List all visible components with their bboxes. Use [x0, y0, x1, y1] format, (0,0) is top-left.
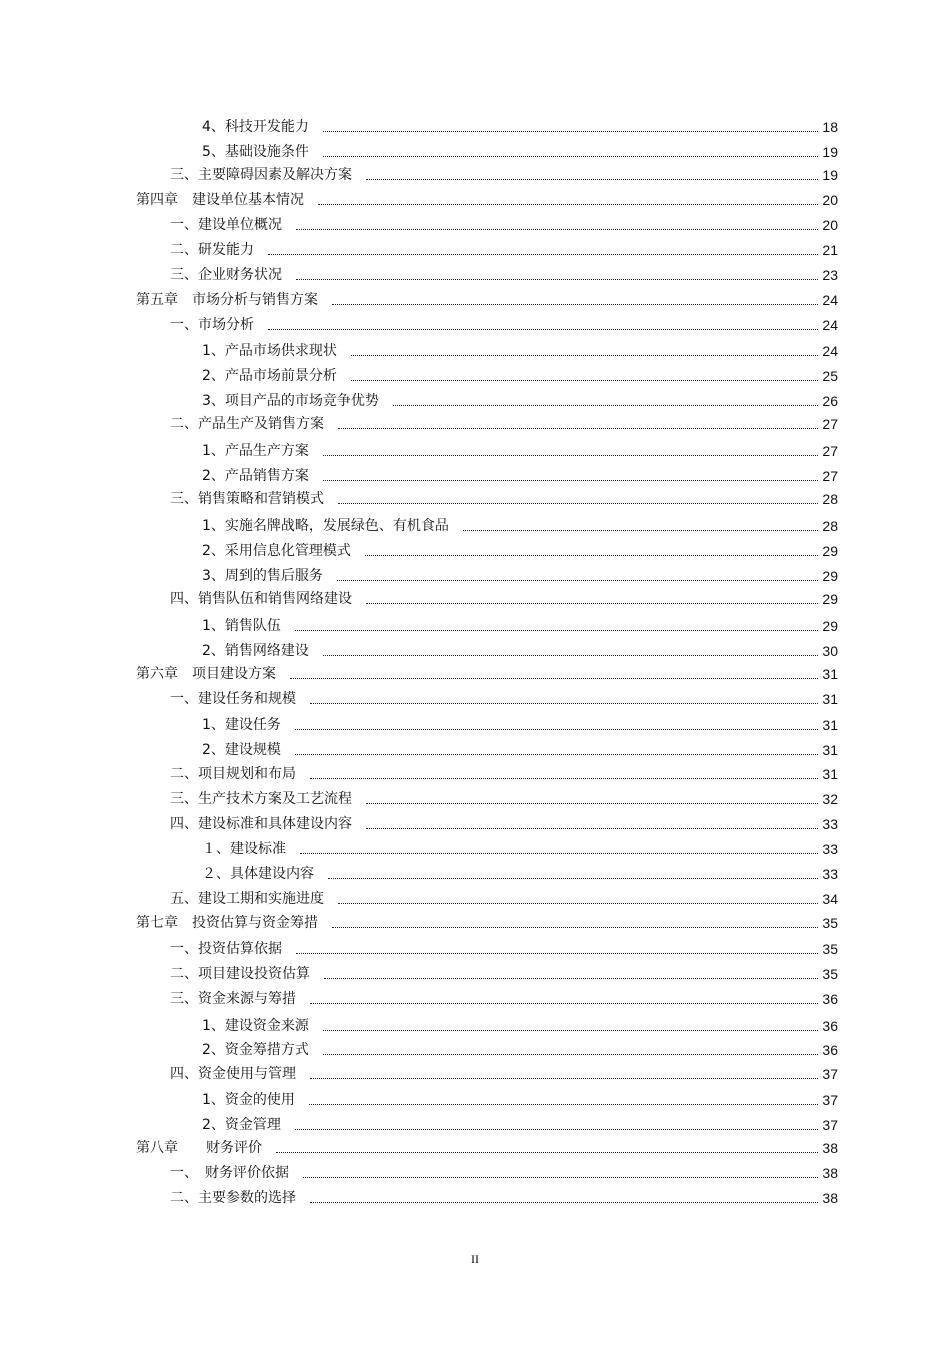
toc-entry-page-number: 31: [822, 666, 838, 682]
toc-entry-title: 三、企业财务状况: [170, 267, 282, 283]
toc-entry-page-number: 27: [822, 443, 838, 459]
toc-section-entry[interactable]: [170, 484, 838, 508]
toc-dot-leader: [318, 203, 818, 205]
toc-entry-title: 四、建设标准和具体建设内容: [170, 816, 352, 832]
toc-dot-leader: [323, 1029, 819, 1031]
toc-dot-leader: [332, 303, 818, 305]
toc-entry-page-number: 31: [822, 691, 838, 707]
toc-subsection-entry[interactable]: [202, 1110, 838, 1134]
toc-entry-title: 三、资金来源与筹措: [170, 991, 296, 1007]
toc-entry-page-number: 31: [822, 717, 838, 733]
toc-entry-page-number: 34: [822, 891, 838, 907]
toc-dot-leader: [310, 702, 818, 704]
toc-dot-leader: [323, 654, 819, 656]
toc-dot-leader: [296, 952, 818, 954]
toc-dot-leader: [366, 602, 818, 604]
toc-subsection-entry[interactable]: [202, 536, 838, 560]
toc-section-entry[interactable]: [170, 984, 838, 1008]
toc-section-entry[interactable]: [170, 809, 838, 833]
toc-entry-title: 1、建设任务: [202, 717, 281, 733]
toc-entry-title: 1、建设资金来源: [202, 1018, 309, 1034]
toc-entry-title: 二、研发能力: [170, 242, 254, 258]
toc-entry-page-number: 37: [822, 1092, 838, 1108]
toc-section-entry[interactable]: [170, 160, 838, 184]
toc-subsection-entry[interactable]: [202, 561, 838, 585]
toc-dot-leader: [276, 1151, 818, 1153]
toc-section-entry[interactable]: [170, 759, 838, 783]
toc-dot-leader: [290, 677, 818, 679]
toc-entry-title: 二、项目建设投资估算: [170, 966, 310, 982]
toc-entry-page-number: 35: [822, 915, 838, 931]
page-number-footer: II: [471, 1252, 479, 1266]
toc-dot-leader: [365, 554, 819, 556]
toc-subsection-entry[interactable]: [202, 336, 838, 360]
toc-entry-title: 3、周到的售后服务: [202, 568, 323, 584]
toc-entry-title: 2、资金管理: [202, 1117, 281, 1133]
toc-dot-leader: [323, 479, 819, 481]
toc-entry-page-number: 24: [822, 343, 838, 359]
toc-dot-leader: [268, 328, 818, 330]
toc-entry-title: 三、主要障碍因素及解决方案: [170, 167, 352, 183]
toc-entry-title: 2、产品销售方案: [202, 468, 309, 484]
toc-entry-title: 2、资金筹措方式: [202, 1042, 309, 1058]
toc-dot-leader: [296, 278, 818, 280]
toc-entry-title: 2、产品市场前景分析: [202, 368, 337, 384]
toc-subsection-entry[interactable]: [202, 611, 838, 635]
toc-entry-page-number: 31: [822, 766, 838, 782]
toc-entry-page-number: 29: [822, 568, 838, 584]
toc-chapter-entry[interactable]: [136, 185, 838, 209]
toc-dot-leader: [310, 1002, 818, 1004]
toc-entry-title: 一、建设任务和规模: [170, 691, 296, 707]
toc-section-entry[interactable]: [170, 934, 838, 958]
toc-entry-page-number: 21: [822, 242, 838, 258]
toc-subsection-entry[interactable]: [202, 636, 838, 660]
toc-dot-leader: [296, 228, 818, 230]
toc-section-entry[interactable]: [170, 210, 838, 234]
toc-entry-title: 2、销售网络建设: [202, 643, 309, 659]
toc-dot-leader: [310, 1201, 818, 1203]
toc-entry-page-number: 31: [822, 742, 838, 758]
toc-entry-page-number: 38: [822, 1165, 838, 1181]
toc-entry-page-number: 37: [822, 1066, 838, 1082]
toc-entry-page-number: 24: [822, 317, 838, 333]
toc-entry-title: 1、销售队伍: [202, 618, 281, 634]
toc-chapter-entry[interactable]: [136, 285, 838, 309]
toc-entry-page-number: 18: [822, 119, 838, 135]
toc-subsection-entry[interactable]: [202, 735, 838, 759]
toc-dot-leader: [338, 502, 818, 504]
toc-dot-leader: [268, 253, 818, 255]
toc-dot-leader: [295, 1128, 819, 1130]
toc-subsection-entry[interactable]: [202, 834, 838, 858]
toc-subsection-entry[interactable]: [202, 386, 838, 410]
toc-dot-leader: [323, 130, 819, 132]
toc-entry-title: 一、市场分析: [170, 317, 254, 333]
toc-dot-leader: [295, 753, 819, 755]
toc-entry-title: 第四章 建设单位基本情况: [136, 192, 304, 208]
toc-entry-title: 三、销售策略和营销模式: [170, 491, 324, 507]
toc-dot-leader: [332, 926, 818, 928]
toc-entry-page-number: 20: [822, 192, 838, 208]
toc-dot-leader: [323, 454, 819, 456]
toc-chapter-entry[interactable]: [136, 908, 838, 932]
toc-subsection-entry[interactable]: [202, 112, 838, 136]
toc-entry-title: ２、具体建设内容: [202, 866, 314, 882]
toc-entry-title: 3、项目产品的市场竞争优势: [202, 393, 379, 409]
toc-subsection-entry[interactable]: [202, 1085, 838, 1109]
toc-subsection-entry[interactable]: [202, 511, 838, 535]
toc-dot-leader: [366, 178, 818, 180]
toc-section-entry[interactable]: [170, 959, 838, 983]
toc-entry-title: 二、项目规划和布局: [170, 766, 296, 782]
toc-dot-leader: [393, 404, 819, 406]
toc-dot-leader: [366, 802, 818, 804]
toc-dot-leader: [366, 827, 818, 829]
toc-entry-page-number: 33: [822, 866, 838, 882]
toc-subsection-entry[interactable]: [202, 436, 838, 460]
toc-section-entry[interactable]: [170, 1158, 838, 1182]
toc-section-entry[interactable]: [170, 584, 838, 608]
toc-dot-leader: [351, 379, 819, 381]
toc-chapter-entry[interactable]: [136, 1133, 838, 1157]
toc-dot-leader: [328, 877, 818, 879]
toc-entry-title: 三、生产技术方案及工艺流程: [170, 791, 352, 807]
toc-entry-page-number: 33: [822, 816, 838, 832]
toc-subsection-entry[interactable]: [202, 361, 838, 385]
toc-entry-title: 四、销售队伍和销售网络建设: [170, 591, 352, 607]
toc-subsection-entry[interactable]: [202, 461, 838, 485]
toc-dot-leader: [323, 155, 819, 157]
toc-dot-leader: [463, 529, 819, 531]
toc-entry-title: 1、资金的使用: [202, 1092, 295, 1108]
toc-entry-page-number: 37: [822, 1117, 838, 1133]
toc-entry-page-number: 24: [822, 292, 838, 308]
toc-entry-title: 一、 财务评价依据: [170, 1165, 289, 1181]
toc-section-entry[interactable]: [170, 235, 838, 259]
toc-entry-title: 5、基础设施条件: [202, 144, 309, 160]
toc-dot-leader: [310, 777, 818, 779]
toc-entry-page-number: 33: [822, 841, 838, 857]
toc-entry-title: 第八章 财务评价: [136, 1140, 262, 1156]
toc-chapter-entry[interactable]: [136, 659, 838, 683]
toc-dot-leader: [337, 579, 819, 581]
toc-entry-page-number: 36: [822, 1018, 838, 1034]
toc-dot-leader: [351, 354, 819, 356]
toc-dot-leader: [338, 902, 818, 904]
toc-subsection-entry[interactable]: [202, 710, 838, 734]
toc-entry-title: 二、产品生产及销售方案: [170, 416, 324, 432]
toc-dot-leader: [324, 977, 818, 979]
toc-entry-title: 4、科技开发能力: [202, 119, 309, 135]
toc-subsection-entry[interactable]: [202, 137, 838, 161]
toc-entry-title: 一、投资估算依据: [170, 941, 282, 957]
toc-subsection-entry[interactable]: [202, 859, 838, 883]
toc-entry-page-number: 35: [822, 941, 838, 957]
toc-section-entry[interactable]: [170, 884, 838, 908]
toc-entry-title: 一、建设单位概况: [170, 217, 282, 233]
toc-entry-page-number: 38: [822, 1140, 838, 1156]
toc-dot-leader: [309, 1103, 819, 1105]
toc-entry-page-number: 25: [822, 368, 838, 384]
toc-section-entry[interactable]: [170, 310, 838, 334]
toc-dot-leader: [295, 728, 819, 730]
toc-entry-page-number: 30: [822, 643, 838, 659]
toc-section-entry[interactable]: [170, 784, 838, 808]
toc-entry-title: １、建设标准: [202, 841, 286, 857]
toc-entry-page-number: 35: [822, 966, 838, 982]
toc-section-entry[interactable]: [170, 1183, 838, 1207]
toc-entry-page-number: 36: [822, 991, 838, 1007]
toc-dot-leader: [295, 629, 819, 631]
toc-subsection-entry[interactable]: [202, 1011, 838, 1035]
toc-entry-page-number: 28: [822, 491, 838, 507]
toc-entry-page-number: 27: [822, 416, 838, 432]
toc-entry-page-number: 36: [822, 1042, 838, 1058]
toc-entry-page-number: 28: [822, 518, 838, 534]
toc-entry-page-number: 23: [822, 267, 838, 283]
toc-dot-leader: [338, 427, 818, 429]
toc-entry-title: 2、建设规模: [202, 742, 281, 758]
toc-section-entry[interactable]: [170, 409, 838, 433]
toc-entry-page-number: 29: [822, 591, 838, 607]
toc-entry-title: 第六章 项目建设方案: [136, 666, 276, 682]
toc-entry-page-number: 32: [822, 791, 838, 807]
toc-entry-page-number: 19: [822, 167, 838, 183]
toc-dot-leader: [323, 1053, 819, 1055]
toc-entry-title: 二、主要参数的选择: [170, 1190, 296, 1206]
toc-entry-title: 2、采用信息化管理模式: [202, 543, 351, 559]
toc-entry-title: 四、资金使用与管理: [170, 1066, 296, 1082]
toc-entry-page-number: 29: [822, 618, 838, 634]
toc-entry-title: 第五章 市场分析与销售方案: [136, 292, 318, 308]
toc-entry-page-number: 38: [822, 1190, 838, 1206]
toc-entry-title: 1、产品市场供求现状: [202, 343, 337, 359]
toc-entry-page-number: 29: [822, 543, 838, 559]
toc-entry-title: 1、产品生产方案: [202, 443, 309, 459]
toc-section-entry[interactable]: [170, 260, 838, 284]
toc-dot-leader: [303, 1176, 818, 1178]
toc-entry-title: 第七章 投资估算与资金筹措: [136, 915, 318, 931]
toc-section-entry[interactable]: [170, 1059, 838, 1083]
toc-section-entry[interactable]: [170, 684, 838, 708]
toc-entry-page-number: 27: [822, 468, 838, 484]
toc-entry-title: 1、实施名牌战略，发展绿色、有机食品: [202, 518, 449, 534]
toc-entry-page-number: 20: [822, 217, 838, 233]
toc-dot-leader: [310, 1077, 818, 1079]
toc-entry-title: 五、建设工期和实施进度: [170, 891, 324, 907]
toc-subsection-entry[interactable]: [202, 1035, 838, 1059]
toc-entry-page-number: 26: [822, 393, 838, 409]
toc-entry-page-number: 19: [822, 144, 838, 160]
toc-dot-leader: [300, 852, 818, 854]
